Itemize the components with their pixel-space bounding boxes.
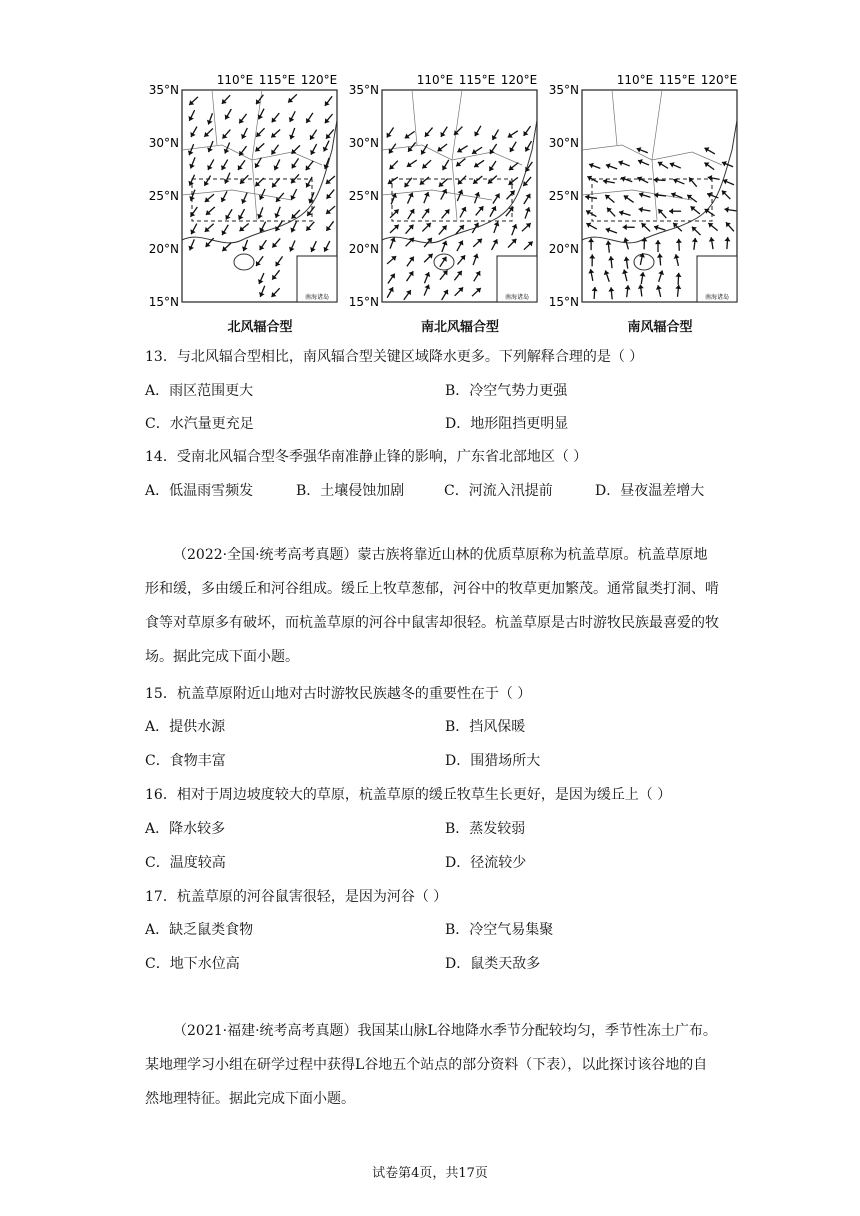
q17-stem: 17．杭盖草原的河谷鼠害很轻，是因为河谷（ ） [145,889,448,905]
longitude-label: 115°E [258,73,296,87]
q16-option-b[interactable]: B．蒸发较弱 [445,821,526,837]
longitude-label: 110°E [216,73,254,87]
q13-option-a[interactable]: A．雨区范围更大 [145,383,254,399]
latitude-label: 35°N [348,83,379,97]
longitude-label: 120°E [300,73,338,87]
q15-option-d[interactable]: D．围猎场所大 [445,753,541,769]
latitude-label: 25°N [548,189,579,203]
map-caption: 南风辐合型 [627,320,693,335]
q15-option-c[interactable]: C．食物丰富 [145,753,226,769]
q15-stem: 15．杭盖草原附近山地对古时游牧民族越冬的重要性在于（ ） [145,686,532,702]
wind-map-svg [540,62,740,312]
q13-stem: 13．与北风辐合型相比，南风辐合型关键区域降水更多。下列解释合理的是（ ） [145,349,644,365]
q15-option-a[interactable]: A．提供水源 [145,719,226,735]
map-north-wind [140,62,340,342]
map-north-south-wind [340,62,540,342]
latitude-label: 15°N [348,295,379,309]
q17-option-c[interactable]: C．地下水位高 [145,956,240,972]
latitude-label: 35°N [548,83,579,97]
q14-stem: 14．受南北风辐合型冬季强华南准静止锋的影响，广东省北部地区（ ） [145,449,588,465]
q16-stem: 16．相对于周边坡度较大的草原，杭盖草原的缓丘牧草生长更好，是因为缓丘上（ ） [145,787,672,803]
wind-map-svg [340,62,540,312]
inset-label: 南海诸岛 [304,294,330,301]
q16-option-a[interactable]: A．降水较多 [145,821,226,837]
latitude-label: 15°N [548,295,579,309]
q16-option-d[interactable]: D．径流较少 [445,855,527,871]
map-caption: 北风辐合型 [227,320,293,335]
inset-label: 南海诸岛 [504,294,530,301]
map-caption: 南北风辐合型 [420,320,499,335]
map-south-wind [540,62,740,342]
q14-option-c[interactable]: C．河流入汛提前 [444,483,553,499]
inset-label: 南海诸岛 [704,294,730,301]
latitude-label: 25°N [148,189,179,203]
latitude-label: 20°N [348,242,379,256]
latitude-label: 30°N [348,136,379,150]
q15-option-b[interactable]: B．挡风保暖 [445,719,526,735]
longitude-label: 115°E [658,73,696,87]
latitude-label: 30°N [148,136,179,150]
longitude-label: 120°E [500,73,538,87]
latitude-label: 20°N [548,242,579,256]
latitude-label: 25°N [348,189,379,203]
q14-option-d[interactable]: D．昼夜温差增大 [595,483,705,499]
latitude-label: 15°N [148,295,179,309]
latitude-label: 35°N [148,83,179,97]
q14-option-b[interactable]: B．土壤侵蚀加剧 [296,483,405,499]
longitude-label: 110°E [416,73,454,87]
longitude-label: 110°E [616,73,654,87]
latitude-label: 20°N [148,242,179,256]
longitude-label: 120°E [700,73,738,87]
latitude-label: 30°N [548,136,579,150]
q14-option-a[interactable]: A．低温雨雪频发 [145,483,254,499]
wind-map-svg [140,62,340,312]
q17-option-a[interactable]: A．缺乏鼠类食物 [145,922,254,938]
q13-option-d[interactable]: D．地形阻挡更明显 [445,416,569,432]
q17-option-b[interactable]: B．冷空气易集聚 [445,922,554,938]
page-footer: 试卷第4页，共17页 [372,1166,488,1181]
passage-l-valley: （2021·福建·统考高考真题）我国某山脉L谷地降水季节分配较均匀，季节性冻土广布。某地理学习小组在研学过程中获得L谷地五个站点的部分资料（下表），以此探讨该谷地的自然地理特征。据此完成下面小题。 [145,1023,717,1107]
q16-option-c[interactable]: C．温度较高 [145,855,226,871]
q13-option-b[interactable]: B．冷空气势力更强 [445,383,568,399]
q13-option-c[interactable]: C．水汽量更充足 [145,416,254,432]
passage-hangai: （2022·全国·统考高考真题）蒙古族将靠近山林的优质草原称为杭盖草原。杭盖草原地形和缓，多由缓丘和河谷组成。缓丘上牧草葱郁，河谷中的牧草更加繁茂。通常鼠类打洞、啃食等对草原多有破坏，而杭盖草原的河谷中鼠害却很轻。杭盖草原是古时游牧民族最喜爱的牧场。据此完成下面小题。 [145,547,719,665]
q17-option-d[interactable]: D．鼠类天敌多 [445,956,541,972]
wind-convergence-figure [140,62,760,342]
longitude-label: 115°E [458,73,496,87]
